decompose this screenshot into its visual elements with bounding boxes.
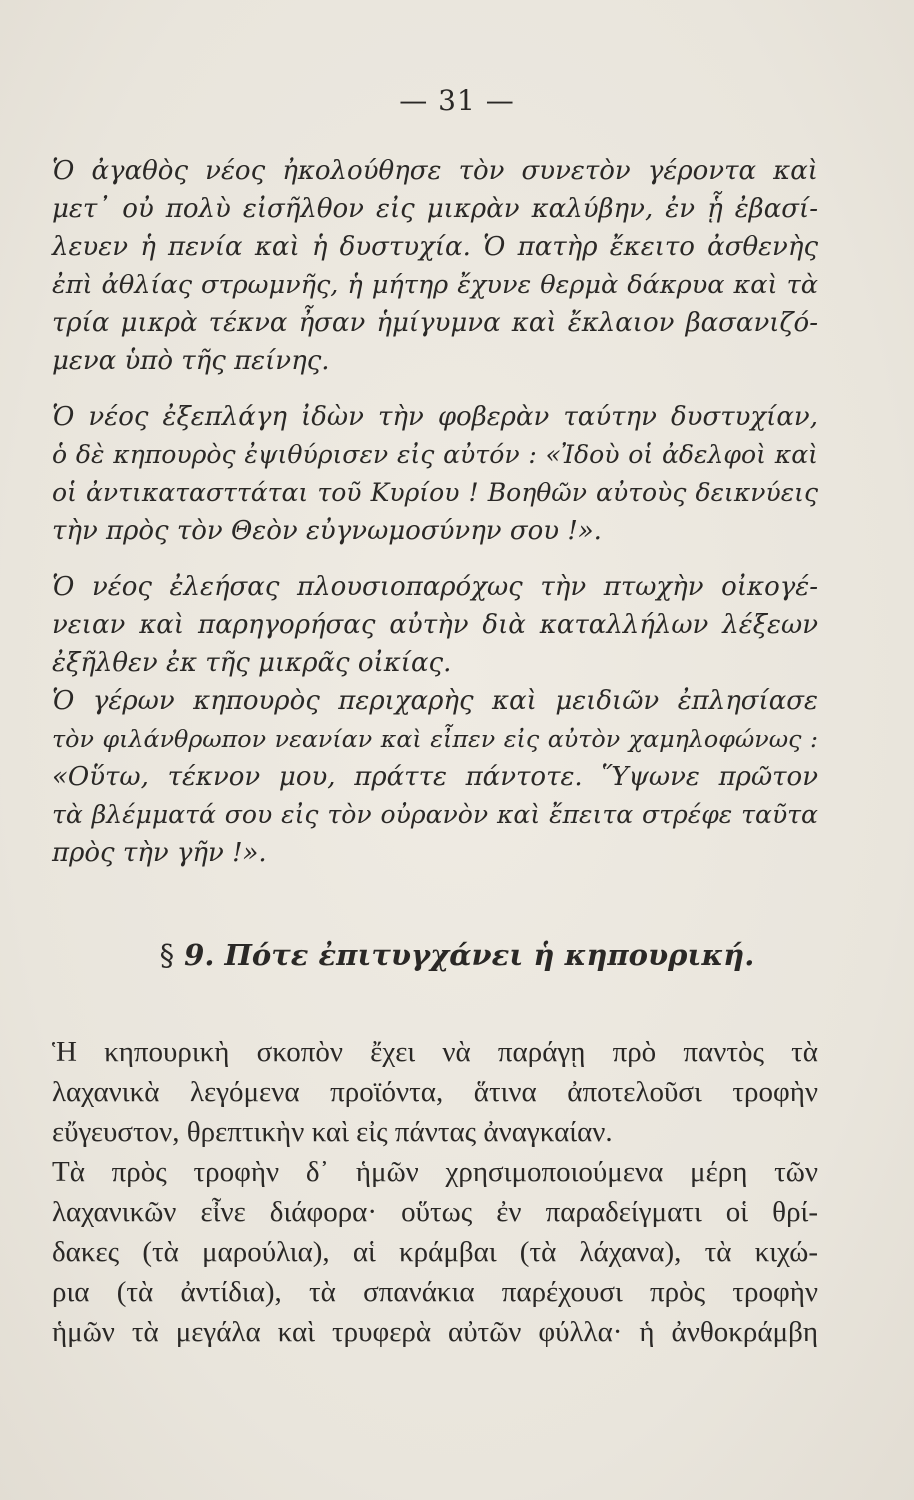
paragraph-1	[52, 152, 818, 380]
text-line: λαχανικὰ λεγόμενα προϊόντα, ἅτινα ἀποτελοῦσι τροφὴν	[52, 1076, 818, 1108]
text-line: ἐπὶ ἀθλίας στρωμνῆς, ἡ μήτηρ ἔχυνε θερμὰ δάκρυα καὶ τὰ	[52, 270, 818, 300]
page-number: — 31 —	[399, 84, 515, 117]
paragraph-5	[52, 1032, 818, 1152]
text-line: εὔγευστον, θρεπτικὴν καὶ εἰς πάντας ἀναγκαίαν.	[52, 1116, 613, 1148]
text-line: λαχανικῶν εἶνε διάφορα· οὕτως ἐν παραδείγματι οἱ θρί-	[52, 1196, 818, 1228]
section-sign: §	[159, 938, 175, 972]
paragraph-6	[52, 1152, 818, 1352]
text-line: μετ᾽ οὐ πολὺ εἰσῆλθον εἰς μικρὰν καλύβην, ἐν ᾗ ἐβασί-	[52, 194, 818, 224]
text-line: Ὁ νέος ἐξεπλάγη ἰδὼν τὴν φοβερὰν ταύτην δυστυχίαν,	[52, 402, 818, 432]
text-line: τὰ βλέμματά σου εἰς τὸν οὐρανὸν καὶ ἔπειτα στρέφε ταῦτα	[52, 800, 818, 829]
text-line: ὁ δὲ κηπουρὸς ἐψιθύρισεν εἰς αὐτόν : «Ἰδοὺ οἱ ἀδελφοὶ καὶ	[52, 440, 818, 469]
text-line: πρὸς τὴν γῆν !».	[52, 838, 267, 868]
text-line: οἱ ἀντικατασττάται τοῦ Κυρίου ! Βοηθῶν αὐτοὺς δεικνύεις	[52, 478, 818, 507]
paragraph-4	[52, 682, 818, 872]
paragraph-2	[52, 398, 818, 550]
text-line: δακες (τὰ μαρούλια), αἱ κράμβαι (τὰ λάχανα), τὰ κιχώ-	[52, 1236, 818, 1268]
text-line: Ἡ κηπουρικὴ σκοπὸν ἔχει νὰ παράγῃ πρὸ παντὸς τὰ	[52, 1036, 818, 1068]
text-line: τὴν πρὸς τὸν Θεὸν εὐγνωμοσύνην σου !».	[52, 516, 602, 546]
section-title: 9. Πότε ἐπιτυγχάνει ἡ κηπουρική.	[184, 938, 755, 972]
text-line: ἐξῆλθεν ἐκ τῆς μικρᾶς οἰκίας.	[52, 648, 452, 678]
text-line: λευεν ἡ πενία καὶ ἡ δυστυχία. Ὁ πατὴρ ἔκειτο ἀσθενὴς	[52, 232, 818, 262]
text-line: τρία μικρὰ τέκνα ἦσαν ἡμίγυμνα καὶ ἔκλαιον βασανιζό-	[52, 308, 818, 338]
text-line: ρια (τὰ ἀντίδια), τὰ σπανάκια παρέχουσι πρὸς τροφὴν	[52, 1276, 818, 1308]
text-line: Ὁ γέρων κηπουρὸς περιχαρὴς καὶ μειδιῶν ἐπλησίασε	[52, 686, 818, 716]
text-line: «Οὕτω, τέκνον μου, πράττε πάντοτε. Ὕψωνε πρῶτον	[52, 762, 818, 792]
text-line: νειαν καὶ παρηγορήσας αὐτὴν διὰ καταλλήλων λέξεων	[52, 610, 818, 640]
text-line: Ὁ ἀγαθὸς νέος ἠκολούθησε τὸν συνετὸν γέροντα καὶ	[52, 156, 818, 186]
text-line: Ὁ νέος ἐλεήσας πλουσιοπαρόχως τὴν πτωχὴν οἰκογέ-	[52, 572, 818, 602]
text-line: τὸν φιλάνθρωπον νεανίαν καὶ εἶπεν εἰς αὐτὸν χαμηλοφώνως :	[52, 725, 818, 753]
section-heading	[0, 938, 914, 972]
text-line: ἡμῶν τὰ μεγάλα καὶ τρυφερὰ αὐτῶν φύλλα· ἡ ἀνθοκράμβη	[52, 1316, 818, 1348]
paragraph-3	[52, 568, 818, 682]
text-line: Τὰ πρὸς τροφὴν δ᾽ ἡμῶν χρησιμοποιούμενα μέρη τῶν	[52, 1156, 818, 1188]
text-line: μενα ὑπὸ τῆς πείνης.	[52, 346, 330, 376]
